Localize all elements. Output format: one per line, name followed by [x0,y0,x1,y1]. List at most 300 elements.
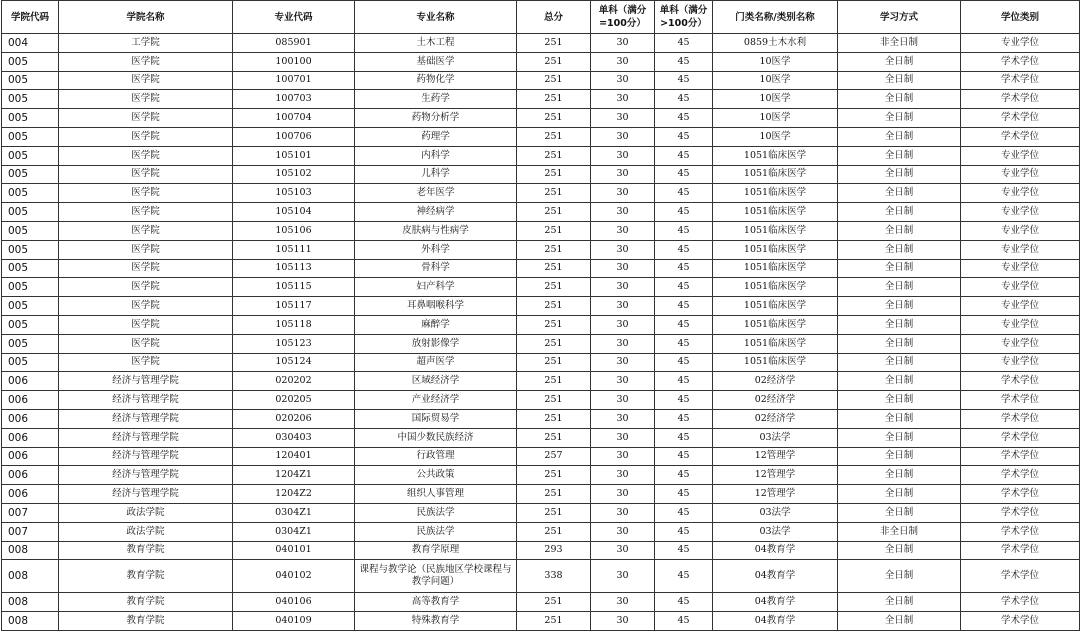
single-100-cell: 30 [591,503,655,522]
college-name-cell: 教育学院 [59,593,233,612]
table-row [2,560,1080,593]
single-100-cell: 30 [591,146,655,165]
degree-type-cell: 学术学位 [961,127,1080,146]
college-name-cell: 教育学院 [59,612,233,631]
category-cell: 04教育学 [713,612,838,631]
table-row [2,409,1080,428]
college-name-cell: 医学院 [59,221,233,240]
total-score-cell: 251 [517,391,591,410]
table-row [2,259,1080,278]
single-100-cell: 30 [591,372,655,391]
college-code-cell: 005 [2,259,59,278]
college-name-cell: 医学院 [59,259,233,278]
study-mode-cell: 全日制 [838,503,961,522]
major-code-cell: 0304Z1 [233,522,355,541]
college-code-cell: 008 [2,541,59,560]
table-row [2,372,1080,391]
table-row [2,278,1080,297]
study-mode-cell: 全日制 [838,593,961,612]
category-cell: 04教育学 [713,593,838,612]
college-code-cell: 005 [2,203,59,222]
college-code-cell: 005 [2,90,59,109]
single-over-100-cell: 45 [655,612,713,631]
study-mode-cell: 全日制 [838,240,961,259]
major-name-cell: 基础医学 [355,52,517,71]
single-over-100-cell: 45 [655,503,713,522]
single-over-100-cell: 45 [655,560,713,593]
college-code-cell: 005 [2,127,59,146]
table-row [2,297,1080,316]
major-name-cell: 公共政策 [355,466,517,485]
single-over-100-cell: 45 [655,466,713,485]
college-name-cell: 经济与管理学院 [59,447,233,466]
table-row [2,71,1080,90]
single-over-100-cell: 45 [655,297,713,316]
single-over-100-cell: 45 [655,428,713,447]
college-code-cell: 006 [2,409,59,428]
major-name-cell: 麻醉学 [355,315,517,334]
category-cell: 04教育学 [713,541,838,560]
study-mode-cell: 全日制 [838,146,961,165]
major-code-cell: 100703 [233,90,355,109]
degree-type-cell: 专业学位 [961,184,1080,203]
table-row [2,541,1080,560]
single-100-cell: 30 [591,297,655,316]
category-cell: 12管理学 [713,447,838,466]
category-cell: 12管理学 [713,466,838,485]
major-name-cell: 民族法学 [355,503,517,522]
college-name-cell: 医学院 [59,127,233,146]
table-row [2,522,1080,541]
total-score-cell: 251 [517,109,591,128]
major-name-cell: 内科学 [355,146,517,165]
single-over-100-cell: 45 [655,353,713,372]
total-score-cell: 251 [517,90,591,109]
college-name-cell: 医学院 [59,203,233,222]
study-mode-cell: 全日制 [838,334,961,353]
total-score-cell: 251 [517,221,591,240]
degree-type-cell: 专业学位 [961,278,1080,297]
single-over-100-cell: 45 [655,109,713,128]
college-name-cell: 经济与管理学院 [59,466,233,485]
total-score-cell: 251 [517,353,591,372]
college-name-cell: 医学院 [59,334,233,353]
major-name-cell: 妇产科学 [355,278,517,297]
single-over-100-cell: 45 [655,71,713,90]
major-code-cell: 105101 [233,146,355,165]
degree-type-cell: 学术学位 [961,409,1080,428]
major-name-cell: 骨科学 [355,259,517,278]
study-mode-cell: 全日制 [838,259,961,278]
college-name-cell: 教育学院 [59,541,233,560]
category-cell: 10医学 [713,109,838,128]
college-code-cell: 005 [2,315,59,334]
single-100-cell: 30 [591,522,655,541]
study-mode-cell: 全日制 [838,127,961,146]
degree-type-cell: 专业学位 [961,146,1080,165]
total-score-cell: 251 [517,409,591,428]
major-code-cell: 030403 [233,428,355,447]
single-100-cell: 30 [591,259,655,278]
college-code-cell: 005 [2,146,59,165]
single-100-cell: 30 [591,541,655,560]
header-row [2,1,1080,34]
category-cell: 02经济学 [713,372,838,391]
category-cell: 10医学 [713,52,838,71]
study-mode-cell: 全日制 [838,372,961,391]
degree-type-cell: 专业学位 [961,34,1080,53]
single-over-100-cell: 45 [655,391,713,410]
total-score-cell: 251 [517,485,591,504]
major-name-cell: 皮肤病与性病学 [355,221,517,240]
major-name-cell: 老年医学 [355,184,517,203]
degree-type-cell: 学术学位 [961,109,1080,128]
single-over-100-cell: 45 [655,34,713,53]
college-code-cell: 006 [2,485,59,504]
category-cell: 10医学 [713,90,838,109]
major-code-cell: 105103 [233,184,355,203]
college-name-cell: 医学院 [59,240,233,259]
single-over-100-cell: 45 [655,165,713,184]
college-code-cell: 008 [2,560,59,593]
college-code-cell: 006 [2,372,59,391]
college-name-cell: 医学院 [59,353,233,372]
single-100-cell: 30 [591,165,655,184]
single-100-cell: 30 [591,240,655,259]
table-row [2,90,1080,109]
major-code-cell: 120401 [233,447,355,466]
college-code-cell: 005 [2,334,59,353]
study-mode-cell: 全日制 [838,315,961,334]
study-mode-cell: 全日制 [838,612,961,631]
total-score-cell: 251 [517,466,591,485]
major-code-cell: 020206 [233,409,355,428]
college-name-cell: 医学院 [59,90,233,109]
single-over-100-cell: 45 [655,372,713,391]
total-score-cell: 251 [517,52,591,71]
college-code-cell: 005 [2,240,59,259]
table-row [2,334,1080,353]
college-name-cell: 医学院 [59,146,233,165]
major-code-cell: 040102 [233,560,355,593]
single-100-cell: 30 [591,391,655,410]
major-code-cell: 100100 [233,52,355,71]
total-score-cell: 251 [517,240,591,259]
single-100-cell: 30 [591,485,655,504]
college-code-cell: 005 [2,278,59,297]
college-name-cell: 经济与管理学院 [59,428,233,447]
category-cell: 10医学 [713,71,838,90]
study-mode-cell: 全日制 [838,203,961,222]
single-over-100-cell: 45 [655,240,713,259]
single-over-100-cell: 45 [655,259,713,278]
total-score-cell: 251 [517,428,591,447]
study-mode-cell: 全日制 [838,428,961,447]
degree-type-cell: 专业学位 [961,315,1080,334]
college-name-cell: 经济与管理学院 [59,372,233,391]
degree-type-cell: 学术学位 [961,71,1080,90]
single-over-100-cell: 45 [655,221,713,240]
major-code-cell: 100701 [233,71,355,90]
category-cell: 03法学 [713,503,838,522]
single-100-cell: 30 [591,447,655,466]
single-100-cell: 30 [591,203,655,222]
col-header-major-name: 专业名称 [355,1,517,34]
major-name-cell: 放射影像学 [355,334,517,353]
degree-type-cell: 专业学位 [961,334,1080,353]
single-over-100-cell: 45 [655,90,713,109]
major-code-cell: 100704 [233,109,355,128]
total-score-cell: 251 [517,34,591,53]
major-name-cell: 土木工程 [355,34,517,53]
col-header-degree-type: 学位类别 [961,1,1080,34]
degree-type-cell: 专业学位 [961,165,1080,184]
single-100-cell: 30 [591,428,655,447]
category-cell: 1051临床医学 [713,297,838,316]
study-mode-cell: 全日制 [838,447,961,466]
college-code-cell: 006 [2,466,59,485]
table-row [2,353,1080,372]
table-row [2,593,1080,612]
study-mode-cell: 全日制 [838,165,961,184]
college-code-cell: 005 [2,52,59,71]
degree-type-cell: 专业学位 [961,203,1080,222]
degree-type-cell: 学术学位 [961,466,1080,485]
total-score-cell: 338 [517,560,591,593]
total-score-cell: 251 [517,612,591,631]
major-code-cell: 020202 [233,372,355,391]
col-header-study-mode: 学习方式 [838,1,961,34]
college-name-cell: 经济与管理学院 [59,391,233,410]
total-score-cell: 251 [517,593,591,612]
single-over-100-cell: 45 [655,127,713,146]
college-code-cell: 005 [2,184,59,203]
table-body [2,34,1080,631]
single-100-cell: 30 [591,34,655,53]
major-code-cell: 020205 [233,391,355,410]
college-name-cell: 医学院 [59,184,233,203]
category-cell: 04教育学 [713,560,838,593]
major-name-cell: 特殊教育学 [355,612,517,631]
college-name-cell: 医学院 [59,52,233,71]
major-code-cell: 105117 [233,297,355,316]
category-cell: 1051临床医学 [713,315,838,334]
study-mode-cell: 全日制 [838,52,961,71]
single-100-cell: 30 [591,90,655,109]
single-100-cell: 30 [591,560,655,593]
single-over-100-cell: 45 [655,146,713,165]
study-mode-cell: 全日制 [838,391,961,410]
total-score-cell: 251 [517,146,591,165]
degree-type-cell: 专业学位 [961,240,1080,259]
table-row [2,203,1080,222]
study-mode-cell: 全日制 [838,278,961,297]
col-header-single-over-100: 单科（满分>100分） [655,1,713,34]
major-name-cell: 神经病学 [355,203,517,222]
table-row [2,52,1080,71]
college-code-cell: 004 [2,34,59,53]
single-100-cell: 30 [591,278,655,297]
study-mode-cell: 全日制 [838,353,961,372]
category-cell: 12管理学 [713,485,838,504]
total-score-cell: 251 [517,184,591,203]
category-cell: 1051临床医学 [713,203,838,222]
study-mode-cell: 全日制 [838,409,961,428]
table-row [2,612,1080,631]
college-code-cell: 007 [2,503,59,522]
degree-type-cell: 学术学位 [961,52,1080,71]
college-name-cell: 医学院 [59,278,233,297]
degree-type-cell: 学术学位 [961,541,1080,560]
degree-type-cell: 专业学位 [961,297,1080,316]
major-name-cell: 高等教育学 [355,593,517,612]
category-cell: 1051临床医学 [713,353,838,372]
major-name-cell: 行政管理 [355,447,517,466]
college-name-cell: 经济与管理学院 [59,409,233,428]
table-row [2,315,1080,334]
major-code-cell: 105123 [233,334,355,353]
single-100-cell: 30 [591,184,655,203]
college-name-cell: 医学院 [59,315,233,334]
single-100-cell: 30 [591,353,655,372]
degree-type-cell: 学术学位 [961,593,1080,612]
total-score-cell: 251 [517,297,591,316]
degree-type-cell: 专业学位 [961,221,1080,240]
major-name-cell: 区域经济学 [355,372,517,391]
category-cell: 1051临床医学 [713,259,838,278]
study-mode-cell: 全日制 [838,560,961,593]
single-over-100-cell: 45 [655,447,713,466]
major-code-cell: 040101 [233,541,355,560]
college-code-cell: 005 [2,297,59,316]
degree-type-cell: 学术学位 [961,428,1080,447]
major-code-cell: 100706 [233,127,355,146]
major-name-cell: 药理学 [355,127,517,146]
college-name-cell: 政法学院 [59,503,233,522]
col-header-total-score: 总分 [517,1,591,34]
category-cell: 1051临床医学 [713,146,838,165]
college-code-cell: 007 [2,522,59,541]
major-name-cell: 药物化学 [355,71,517,90]
total-score-cell: 251 [517,127,591,146]
single-100-cell: 30 [591,409,655,428]
major-code-cell: 1204Z2 [233,485,355,504]
college-name-cell: 医学院 [59,165,233,184]
study-mode-cell: 非全日制 [838,34,961,53]
major-code-cell: 0304Z1 [233,503,355,522]
single-100-cell: 30 [591,221,655,240]
single-over-100-cell: 45 [655,593,713,612]
single-over-100-cell: 45 [655,409,713,428]
college-code-cell: 005 [2,109,59,128]
degree-type-cell: 学术学位 [961,485,1080,504]
category-cell: 10医学 [713,127,838,146]
single-100-cell: 30 [591,593,655,612]
table-row [2,447,1080,466]
table-row [2,127,1080,146]
study-mode-cell: 全日制 [838,221,961,240]
admission-score-table [1,0,1080,631]
table-row [2,146,1080,165]
category-cell: 1051临床医学 [713,165,838,184]
single-100-cell: 30 [591,612,655,631]
table-row [2,109,1080,128]
college-name-cell: 教育学院 [59,560,233,593]
total-score-cell: 251 [517,334,591,353]
major-code-cell: 105102 [233,165,355,184]
major-name-cell: 产业经济学 [355,391,517,410]
single-over-100-cell: 45 [655,52,713,71]
category-cell: 03法学 [713,428,838,447]
degree-type-cell: 学术学位 [961,372,1080,391]
table-row [2,466,1080,485]
college-name-cell: 经济与管理学院 [59,485,233,504]
major-name-cell: 中国少数民族经济 [355,428,517,447]
single-100-cell: 30 [591,127,655,146]
major-code-cell: 040109 [233,612,355,631]
major-code-cell: 105124 [233,353,355,372]
major-name-cell: 组织人事管理 [355,485,517,504]
college-code-cell: 005 [2,71,59,90]
college-code-cell: 005 [2,221,59,240]
category-cell: 02经济学 [713,391,838,410]
major-name-cell: 生药学 [355,90,517,109]
col-header-category: 门类名称/类别名称 [713,1,838,34]
college-name-cell: 医学院 [59,71,233,90]
total-score-cell: 251 [517,259,591,278]
college-code-cell: 005 [2,353,59,372]
total-score-cell: 251 [517,71,591,90]
major-code-cell: 105118 [233,315,355,334]
major-name-cell: 国际贸易学 [355,409,517,428]
major-name-cell: 教育学原理 [355,541,517,560]
total-score-cell: 251 [517,315,591,334]
major-code-cell: 105115 [233,278,355,297]
table-row [2,34,1080,53]
study-mode-cell: 全日制 [838,541,961,560]
col-header-college-name: 学院名称 [59,1,233,34]
college-name-cell: 工学院 [59,34,233,53]
category-cell: 0859土木水利 [713,34,838,53]
degree-type-cell: 学术学位 [961,503,1080,522]
single-over-100-cell: 45 [655,485,713,504]
category-cell: 1051临床医学 [713,278,838,297]
degree-type-cell: 学术学位 [961,391,1080,410]
col-header-major-code: 专业代码 [233,1,355,34]
college-code-cell: 008 [2,612,59,631]
study-mode-cell: 全日制 [838,184,961,203]
degree-type-cell: 学术学位 [961,447,1080,466]
study-mode-cell: 全日制 [838,485,961,504]
total-score-cell: 251 [517,203,591,222]
major-name-cell: 儿科学 [355,165,517,184]
major-name-cell: 外科学 [355,240,517,259]
study-mode-cell: 全日制 [838,466,961,485]
total-score-cell: 257 [517,447,591,466]
single-over-100-cell: 45 [655,541,713,560]
col-header-college-code: 学院代码 [2,1,59,34]
single-over-100-cell: 45 [655,334,713,353]
study-mode-cell: 非全日制 [838,522,961,541]
degree-type-cell: 学术学位 [961,612,1080,631]
table-row [2,428,1080,447]
degree-type-cell: 学术学位 [961,522,1080,541]
total-score-cell: 251 [517,372,591,391]
single-over-100-cell: 45 [655,522,713,541]
college-code-cell: 006 [2,428,59,447]
category-cell: 1051临床医学 [713,184,838,203]
table-row [2,221,1080,240]
